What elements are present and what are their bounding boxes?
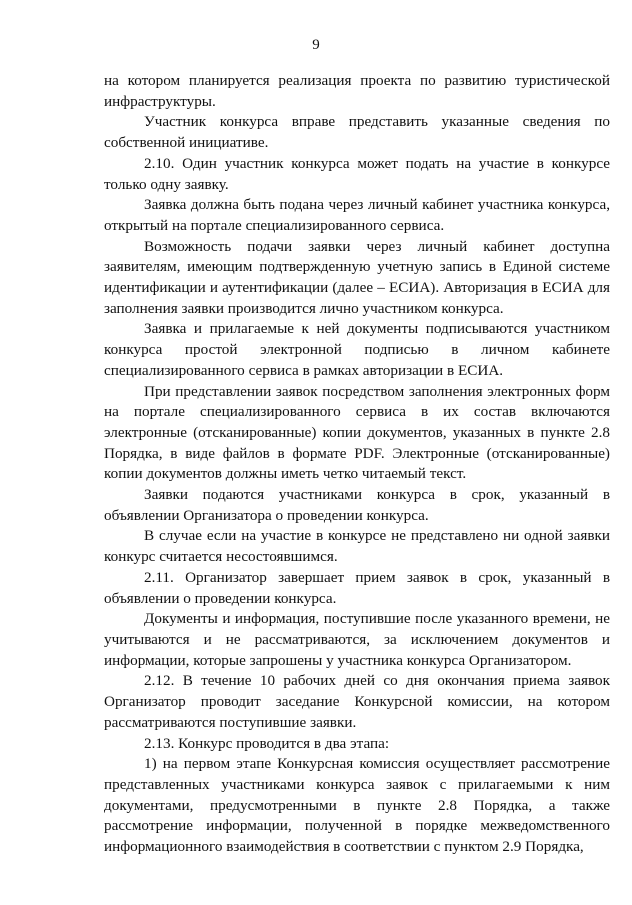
paragraph-personal-account: Заявка должна быть подана через личный кабинет участника конкурса, открытый на портале специализированного сервиса. <box>104 196 610 234</box>
paragraph-electronic-signature: Заявка и прилагаемые к ней документы подписываются участником конкурса простой электронной подписью в личном кабинете специализированного сервиса в рамках авторизации в ЕСИА. <box>104 320 610 379</box>
paragraph-no-applications: В случае если на участие в конкурсе не представлено ни одной заявки конкурс считается несостоявшимся. <box>104 527 610 566</box>
paragraph-voluntary-info: Участник конкурса вправе представить указанные сведения по собственной инициативе. <box>104 113 610 152</box>
paragraph-continuation: на котором планируется реализация проекта по развитию туристической инфраструктуры. <box>104 72 610 110</box>
paragraph-2-12: 2.12. В течение 10 рабочих дней со дня окончания приема заявок Организатор проводит заседание Конкурсной комиссии, на котором рассматриваются поступившие заявки. <box>104 672 610 731</box>
paragraph-first-stage: 1) на первом этапе Конкурсная комиссия осуществляет рассмотрение представленных участниками конкурса заявок с прилагаемыми к ним документами, предусмотренными в пункте 2.8 Порядка, а также рассмотрение информации, полученной в порядке межведомственного информационного взаимодействия в соответствии с пунктом 2.9 Порядка, <box>104 755 610 856</box>
paragraph-electronic-forms: При представлении заявок посредством заполнения электронных форм на портале специализированного сервиса в их состав включаются электронные (отсканированные) копии документов, указанных в пункте 2.8 Порядка, в виде файлов в формате PDF. Электронные (отсканированные) копии документов должны иметь четко читаемый текст. <box>104 382 610 483</box>
paragraph-2-10: 2.10. Один участник конкурса может подать на участие в конкурсе только одну заявку. <box>104 154 610 193</box>
paragraph-2-13: 2.13. Конкурс проводится в два этапа: <box>144 734 390 752</box>
paragraph-esia-access: Возможность подачи заявки через личный кабинет доступна заявителям, имеющим подтвержденную учетную запись в Единой системе идентификации и аутентификации (далее – ЕСИА). Авторизация в ЕСИА для заполнения заявки производится лично участником конкурса. <box>104 237 610 317</box>
paragraph-2-11: 2.11. Организатор завершает прием заявок в срок, указанный в объявлении о проведении конкурса. <box>104 568 610 607</box>
document-body <box>104 71 610 858</box>
paragraph-submission-deadline: Заявки подаются участниками конкурса в срок, указанный в объявлении Организатора о проведении конкурса. <box>104 486 610 524</box>
paragraph-late-documents: Документы и информация, поступившие после указанного времени, не учитываются и не рассматриваются, за исключением документов и информации, которые запрошены у участника конкурса Организатором. <box>104 610 610 669</box>
page-number: 9 <box>312 37 320 53</box>
